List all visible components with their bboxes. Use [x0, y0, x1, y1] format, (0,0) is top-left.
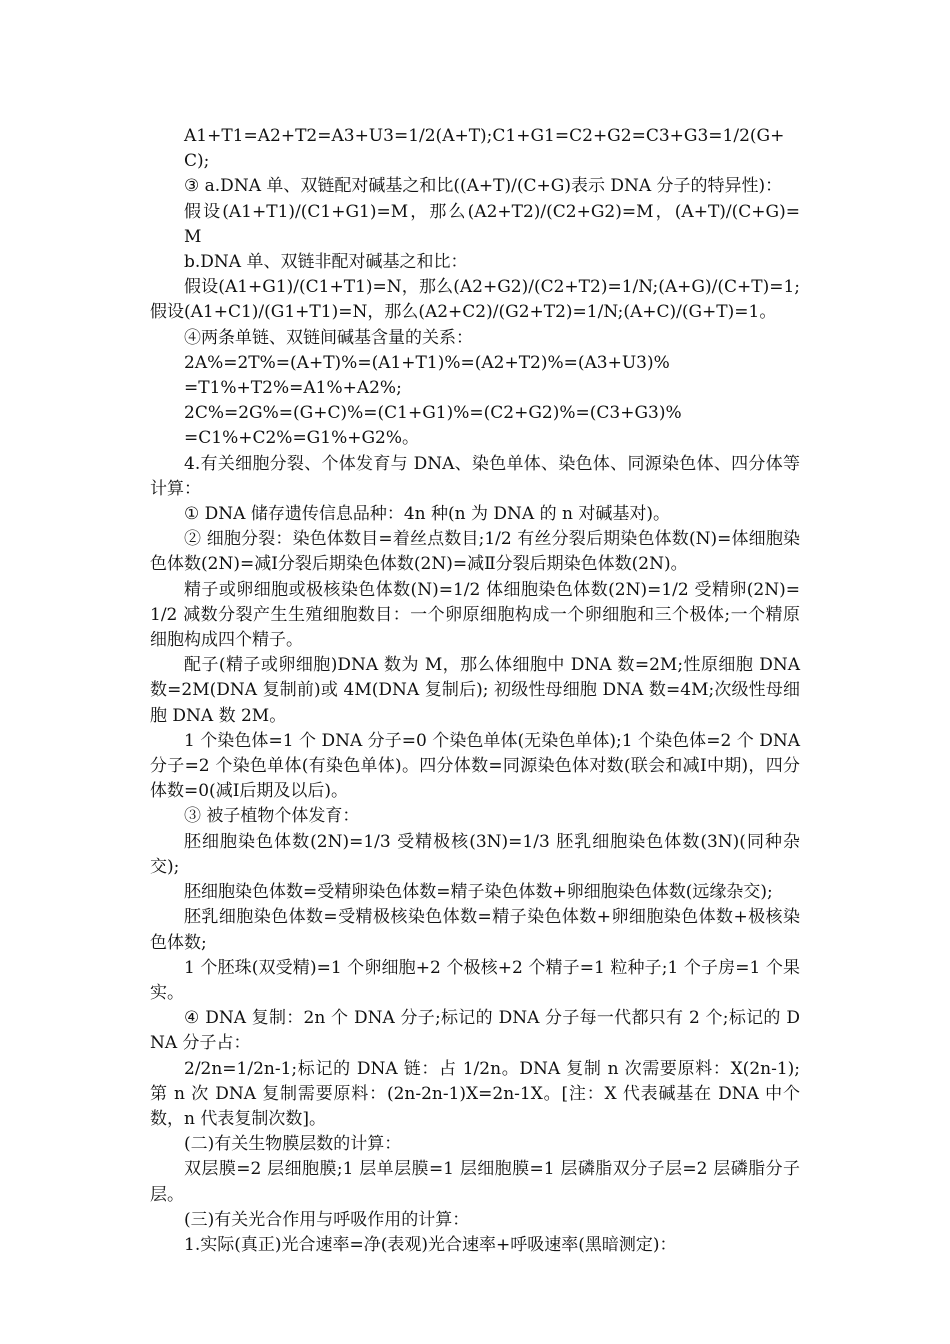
paragraph: 2A%=2T%=(A+T)%=(A1+T1)%=(A2+T2)%=(A3+U3)%: [184, 352, 670, 373]
paragraph: 精子或卵细胞或极核染色体数(N)=1/2 体细胞染色体数(2N)=1/2 受精卵(2N)=1/2 减数分裂产生生殖细胞数目：一个卵原细胞构成一个卵细胞和三个极体;一个精原细胞构成四个精子。: [150, 579, 800, 651]
paragraph: 胚细胞染色体数=受精卵染色体数=精子染色体数+卵细胞染色体数(远缘杂交);: [184, 882, 773, 903]
paragraph: ④两条单链、双链间碱基含量的关系：: [184, 327, 473, 348]
paragraph: 2/2n=1/2n-1;标记的 DNA 链：占 1/2n。DNA 复制 n 次需要原料：X(2n-1);第 n 次 DNA 复制需要原料：(2n-2n-1)X=2n-1X。[注：X 代表碱基在 DNA 中个数，n 代表复制次数]。: [150, 1058, 800, 1129]
paragraph: 配子(精子或卵细胞)DNA 数为 M，那么体细胞中 DNA 数=2M;性原细胞 DNA 数=2M(DNA 复制前)或 4M(DNA 复制后); 初级性母细胞 DNA 数=4M;次级性母细胞 DNA 数 2M。: [150, 655, 800, 726]
paragraph: ③ 被子植物个体发育：: [184, 806, 360, 827]
paragraph: b.DNA 单、双链非配对碱基之和比：: [184, 252, 468, 273]
paragraph: 1 个染色体=1 个 DNA 分子=0 个染色单体(无染色单体);1 个染色体=2 个 DNA 分子=2 个染色单体(有染色单体)。四分体数=同源染色体对数(联会和减Ⅰ中期)，四分体数=0(减Ⅰ后期及以后)。: [150, 730, 800, 802]
paragraph: ② 细胞分裂：染色体数目=着丝点数目;1/2 有丝分裂后期染色体数(N)=体细胞染色体数(2N)=减Ⅰ分裂后期染色体数(2N)=减Ⅱ分裂后期染色体数(2N)。: [150, 529, 800, 575]
paragraph: 胚细胞染色体数(2N)=1/3 受精极核(3N)=1/3 胚乳细胞染色体数(3N)(同种杂交);: [150, 831, 800, 877]
paragraph: 2C%=2G%=(G+C)%=(C1+G1)%=(C2+G2)%=(C3+G3)%: [184, 403, 682, 424]
paragraph: ③ a.DNA 单、双链配对碱基之和比((A+T)/(C+G)表示 DNA 分子的特异性)：: [184, 176, 783, 197]
paragraph: (三)有关光合作用与呼吸作用的计算：: [184, 1209, 470, 1230]
paragraph: =T1%+T2%=A1%+A2%;: [184, 378, 402, 399]
paragraph: 双层膜=2 层细胞膜;1 层单层膜=1 层细胞膜=1 层磷脂双分子层=2 层磷脂分子层。: [150, 1159, 800, 1205]
paragraph: 胚乳细胞染色体数=受精极核染色体数=精子染色体数+卵细胞染色体数+极核染色体数;: [150, 907, 800, 953]
paragraph: 1.实际(真正)光合速率=净(表观)光合速率+呼吸速率(黑暗测定)：: [184, 1234, 677, 1255]
paragraph: 1 个胚珠(双受精)=1 个卵细胞+2 个极核+2 个精子=1 粒种子;1 个子房=1 个果实。: [150, 957, 800, 1003]
paragraph: =C1%+C2%=G1%+G2%。: [184, 428, 420, 449]
document-body: [150, 124, 800, 1258]
paragraph: 4.有关细胞分裂、个体发育与 DNA、染色单体、染色体、同源染色体、四分体等计算：: [150, 453, 800, 499]
paragraph: (二)有关生物膜层数的计算：: [184, 1134, 402, 1155]
paragraph: ④ DNA 复制：2n 个 DNA 分子;标记的 DNA 分子每一代都只有 2 个;标记的 DNA 分子占：: [150, 1008, 800, 1054]
paragraph: A1+T1=A2+T2=A3+U3=1/2(A+T);C1+G1=C2+G2=C3+G3=1/2(G+C);: [184, 126, 785, 172]
paragraph: ① DNA 储存遗传信息品种：4n 种(n 为 DNA 的 n 对碱基对)。: [184, 504, 670, 525]
paragraph: 假设(A1+T1)/(C1+G1)=M，那么(A2+T2)/(C2+G2)=M，(A+T)/(C+G)=M: [184, 201, 800, 247]
paragraph: 假设(A1+G1)/(C1+T1)=N，那么(A2+G2)/(C2+T2)=1/N;(A+G)/(C+T)=1;假设(A1+C1)/(G1+T1)=N，那么(A2+C2)/(G2+T2)=1/N;(A+C)/(G+T)=1。: [150, 277, 800, 323]
